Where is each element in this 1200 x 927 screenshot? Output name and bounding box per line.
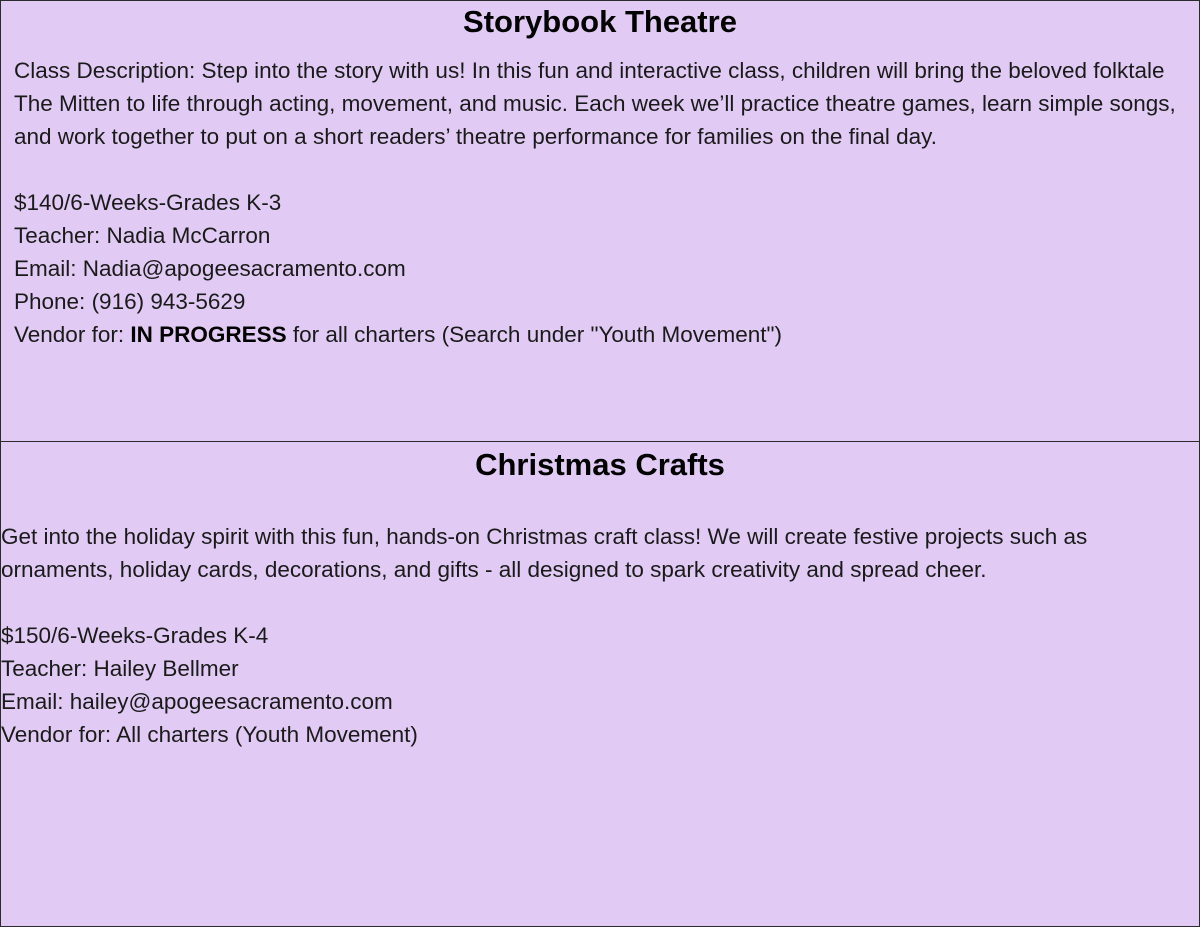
class-description: Get into the holiday spirit with this fun, hands-on Christmas craft class! We will create festive projects such as ornaments, holiday cards, decorations, and gifts - all designed to spark creativity and spread cheer. (1, 524, 1088, 582)
vendor-line (14, 318, 1189, 351)
teacher-line: Teacher: Nadia McCarron (14, 223, 271, 248)
vendor-suffix: for all charters (Search under "Youth Movement") (286, 322, 782, 347)
phone-line: Phone: (916) 943-5629 (14, 289, 246, 314)
email-line: Email: hailey@apogeesacramento.com (1, 689, 393, 714)
class-details (1, 153, 1199, 351)
vendor-line: Vendor for: All charters (Youth Movement) (1, 722, 418, 747)
teacher-line: Teacher: Hailey Bellmer (1, 656, 239, 681)
email-line: Email: Nadia@apogeesacramento.com (14, 256, 406, 281)
price-line: $140/6-Weeks-Grades K-3 (14, 190, 282, 215)
vendor-prefix: Vendor for: (14, 322, 131, 347)
class-title: Storybook Theatre (463, 4, 737, 39)
class-card-storybook-theatre (0, 0, 1200, 442)
class-title: Christmas Crafts (475, 447, 725, 482)
class-details (1, 586, 1199, 751)
class-card-christmas-crafts (0, 441, 1200, 927)
vendor-status: IN PROGRESS (130, 322, 287, 347)
price-line: $150/6-Weeks-Grades K-4 (1, 623, 269, 648)
class-description: Class Description: Step into the story with us! In this fun and interactive class, children will bring the beloved folktale The Mitten to life through acting, movement, and music. Each week we’ll practice theatre games, learn simple songs, and work together to put on a short readers’ theatre performance for families on the final day. (14, 58, 1176, 149)
